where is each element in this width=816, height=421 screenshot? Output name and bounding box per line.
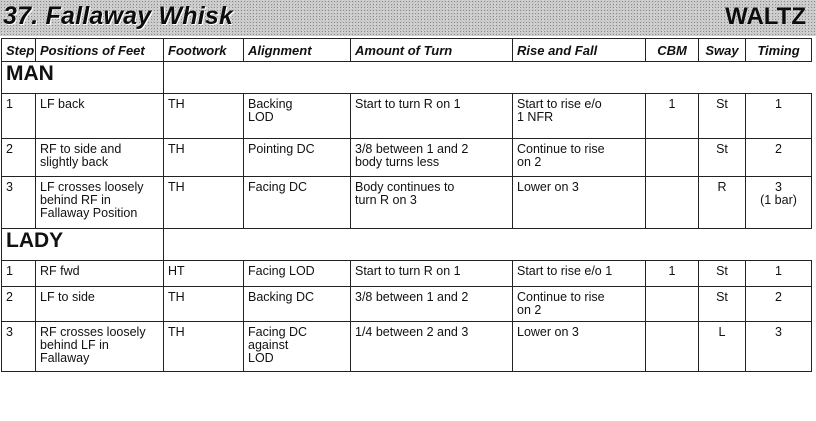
cell-footwork: TH xyxy=(164,322,244,372)
lady-section-row xyxy=(2,229,812,261)
cell-cbm xyxy=(646,287,699,322)
cell-footwork: TH xyxy=(164,177,244,229)
cell-timing: 1 xyxy=(746,261,812,287)
steps-table xyxy=(1,38,812,372)
cell-step: 2 xyxy=(2,139,36,177)
col-footwork: Footwork xyxy=(164,39,244,62)
cell-turn: 1/4 between 2 and 3 xyxy=(351,322,513,372)
cell-alignment: Backing DC xyxy=(244,287,351,322)
cell-sway: R xyxy=(699,177,746,229)
cell-turn: Start to turn R on 1 xyxy=(351,94,513,139)
cell-feet: LF to side xyxy=(36,287,164,322)
col-step: Step xyxy=(2,39,36,62)
table-row xyxy=(2,94,812,139)
col-timing: Timing xyxy=(746,39,812,62)
cell-sway: L xyxy=(699,322,746,372)
cell-alignment: Pointing DC xyxy=(244,139,351,177)
col-alignment: Alignment xyxy=(244,39,351,62)
cell-footwork: TH xyxy=(164,287,244,322)
section-spacer xyxy=(164,62,812,94)
table-row xyxy=(2,261,812,287)
cell-rise: Continue to rise on 2 xyxy=(513,287,646,322)
cell-rise: Start to rise e/o 1 NFR xyxy=(513,94,646,139)
cell-cbm: 1 xyxy=(646,261,699,287)
title-banner xyxy=(0,0,816,36)
col-feet: Positions of Feet xyxy=(36,39,164,62)
cell-feet: RF fwd xyxy=(36,261,164,287)
cell-rise: Lower on 3 xyxy=(513,177,646,229)
man-section-label: MAN xyxy=(2,62,164,94)
cell-feet: RF crosses loosely behind LF in Fallaway xyxy=(36,322,164,372)
cell-turn: Start to turn R on 1 xyxy=(351,261,513,287)
cell-timing: 2 xyxy=(746,287,812,322)
col-rise: Rise and Fall xyxy=(513,39,646,62)
cell-timing: 3 (1 bar) xyxy=(746,177,812,229)
col-sway: Sway xyxy=(699,39,746,62)
section-spacer xyxy=(164,229,812,261)
table-row xyxy=(2,139,812,177)
cell-rise: Lower on 3 xyxy=(513,322,646,372)
cell-cbm xyxy=(646,139,699,177)
cell-step: 1 xyxy=(2,261,36,287)
cell-turn: Body continues to turn R on 3 xyxy=(351,177,513,229)
cell-rise: Start to rise e/o 1 xyxy=(513,261,646,287)
cell-alignment: Facing DC xyxy=(244,177,351,229)
figure-title: 37. Fallaway Whisk xyxy=(3,2,234,30)
cell-step: 3 xyxy=(2,177,36,229)
cell-alignment: Facing LOD xyxy=(244,261,351,287)
col-cbm: CBM xyxy=(646,39,699,62)
table-row xyxy=(2,177,812,229)
cell-turn: 3/8 between 1 and 2 body turns less xyxy=(351,139,513,177)
dance-name: WALTZ xyxy=(725,3,806,30)
cell-cbm xyxy=(646,177,699,229)
cell-turn: 3/8 between 1 and 2 xyxy=(351,287,513,322)
cell-sway: St xyxy=(699,287,746,322)
cell-sway: St xyxy=(699,139,746,177)
cell-feet: LF back xyxy=(36,94,164,139)
cell-alignment: Facing DC against LOD xyxy=(244,322,351,372)
cell-sway: St xyxy=(699,261,746,287)
table-row xyxy=(2,322,812,372)
cell-rise: Continue to rise on 2 xyxy=(513,139,646,177)
cell-cbm xyxy=(646,322,699,372)
man-section-row xyxy=(2,62,812,94)
cell-step: 1 xyxy=(2,94,36,139)
cell-sway: St xyxy=(699,94,746,139)
lady-section-label: LADY xyxy=(2,229,164,261)
cell-footwork: TH xyxy=(164,139,244,177)
header-row xyxy=(2,39,812,62)
cell-step: 2 xyxy=(2,287,36,322)
cell-cbm: 1 xyxy=(646,94,699,139)
cell-step: 3 xyxy=(2,322,36,372)
cell-feet: LF crosses loosely behind RF in Fallaway Position xyxy=(36,177,164,229)
cell-alignment: Backing LOD xyxy=(244,94,351,139)
cell-feet: RF to side and slightly back xyxy=(36,139,164,177)
cell-timing: 3 xyxy=(746,322,812,372)
cell-timing: 1 xyxy=(746,94,812,139)
table-row xyxy=(2,287,812,322)
cell-footwork: TH xyxy=(164,94,244,139)
cell-timing: 2 xyxy=(746,139,812,177)
col-turn: Amount of Turn xyxy=(351,39,513,62)
cell-footwork: HT xyxy=(164,261,244,287)
